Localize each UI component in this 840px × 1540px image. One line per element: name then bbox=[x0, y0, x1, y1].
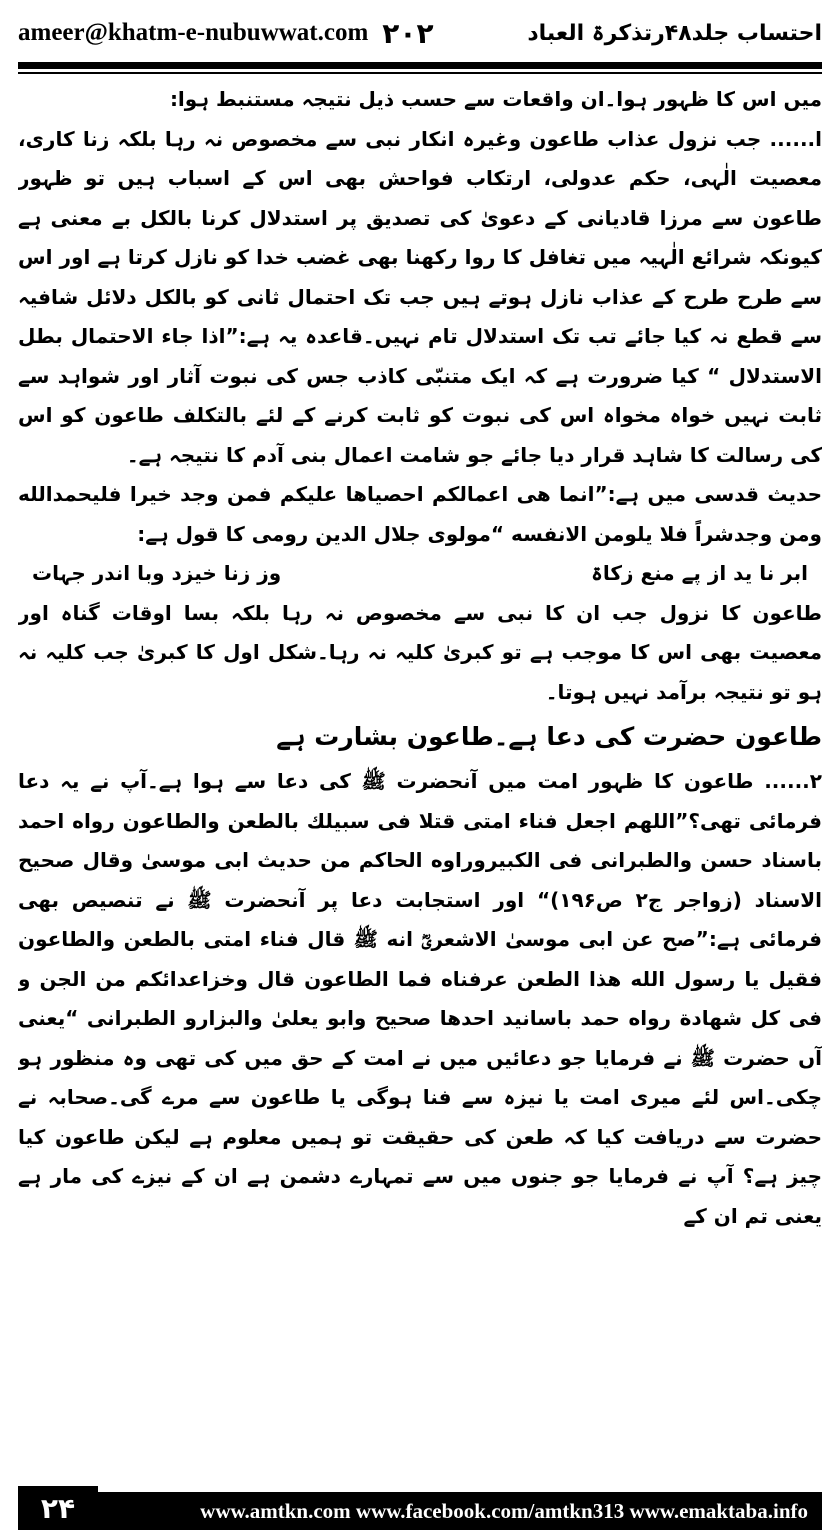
section-heading: طاعون حضرت کی دعا ہے۔طاعون بشارت ہے bbox=[276, 722, 822, 751]
paragraph-point-2: ۲...... طاعون کا ظہور امت میں آنحضرت ﷺ کی دعا سے ہوا ہے۔آپ نے یہ دعا فرمائی تھی؟”اللهم اجعل فناء امتى قتلا فى سبيلك بالطعن والطاعون رواه احمد باسناد حسن والطبرانى فى الكبيروراوه الحاكم من حديث ابى موسىٰ وقال صحيح الاسناد (زواجر ج۲ ص۱۹۶)“ اور استجابت دعا پر آنحضرت ﷺ نے تنصیص بھی فرمائی ہے:”صح عن ابى موسىٰ الاشعرىؓ انه ﷺ قال فناء امتى بالطعن والطاعون فقيل يا رسول الله هذا الطعن عرفناه فما الطاعون قال وخزاعدائكم من الجن و فى كل شهادة رواه حمد باسانيد احدها صحيح وابو يعلىٰ والبزارو الطبرانى “یعنی آں حضرت ﷺ نے فرمایا جو دعائیں میں نے امت کے حق میں کی تھی وہ منظور ہو چکی۔اس لئے میری امت یا نیزہ سے فنا ہوگی یا طاعون سے مرے گی۔صحابہ نے حضرت سے دریافت کیا کہ طعن کی حقیقت تو ہمیں معلوم ہے لیکن طاعون کیا چیز ہے؟ آپ نے فرمایا جو جنوں میں سے تمہارے دشمن ہے ان کے نیزے کی مار ہے یعنی تم ان کے bbox=[18, 769, 822, 1228]
paragraph-hadith-qudsi: حدیث قدسی میں ہے:”انما هی اعمالكم احصياها عليكم فمن وجد خيرا فليحمدالله ومن وجدشراً فلا يلومن الانفسه “مولوی جلال الدین رومی کا قول ہے: bbox=[18, 482, 822, 546]
persian-couplet bbox=[18, 554, 822, 594]
page-footer bbox=[18, 1486, 822, 1530]
footer-urls[interactable]: www.amtkn.com www.facebook.com/amtkn313 www.emaktaba.info bbox=[200, 1498, 808, 1523]
header-rule-thick bbox=[18, 62, 822, 69]
paragraph-after-couplet: طاعون کا نزول جب ان کا نبی سے مخصوص نہ رہا بلکہ بسا اوقات گناہ اور معصیت بھی اس کا موجب ہے تو کبریٰ کلیہ نہ رہا۔شکل اول کا کبریٰ جب کلیہ نہ ہو تو نتیجہ برآمد نہیں ہوتا۔ bbox=[18, 600, 822, 704]
footer-tab-number: ۲۴ bbox=[18, 1486, 98, 1530]
paragraph-point-1: ا...... جب نزول عذاب طاعون وغیرہ انکار نبی سے مخصوص نہ رہا بلکہ زنا کاری، معصیت الٰہی، حکم عدولی، ارتکاب فواحش بھی اس کے اسباب ہیں تو ظہور طاعون سے مرزا قادیانی کے دعویٰ کی تصدیق پر استدلال کرنا بالکل بے معنی ہے کیونکہ شرائع الٰہیہ میں تغافل کا روا رکھنا بھی غضب خدا کو نازل کرتا ہے اور اس سے طرح طرح کے عذاب نازل ہوتے ہیں جب تک احتمال ثانی کو بالکل دلائل شافیہ سے قطع نہ کیا جائے تب تک استدلال تام نہیں۔قاعدہ یہ ہے:”اذا جاء الاحتمال بطل الاستدلال “ کیا ضرورت ہے کہ ایک متنبّی کاذب جس کی نبوت آثار اور شواہد سے ثابت نہیں خواہ مخواہ اس کی نبوت کو ثابت کرنے کے لئے بالتکلف طاعون کو اس کی رسالت کا شاہد قرار دیا جائے جو شامت اعمال بنی آدم کا نتیجہ ہے۔ bbox=[18, 126, 822, 467]
page-body bbox=[18, 80, 822, 1472]
footer-bar bbox=[18, 1492, 822, 1530]
header-email[interactable]: ameer@khatm-e-nubuwwat.com bbox=[18, 19, 369, 46]
couplet-second-half: وز زنا خیزد وبا اندر جہات bbox=[32, 561, 282, 585]
header-left bbox=[18, 17, 434, 50]
couplet-first-half: ابر نا ید از پے منع زکاۃ bbox=[591, 561, 808, 585]
book-title: احتساب جلد۴۸رتذکرۃ العباد bbox=[527, 20, 822, 46]
paragraph-intro: میں اس کا ظہور ہوا۔ان واقعات سے حسب ذیل نتیجہ مستنبط ہوا: bbox=[169, 87, 822, 111]
page-number: ۲۰۲ bbox=[382, 16, 434, 50]
header-rule-thin bbox=[18, 72, 822, 74]
page-header bbox=[18, 8, 822, 58]
